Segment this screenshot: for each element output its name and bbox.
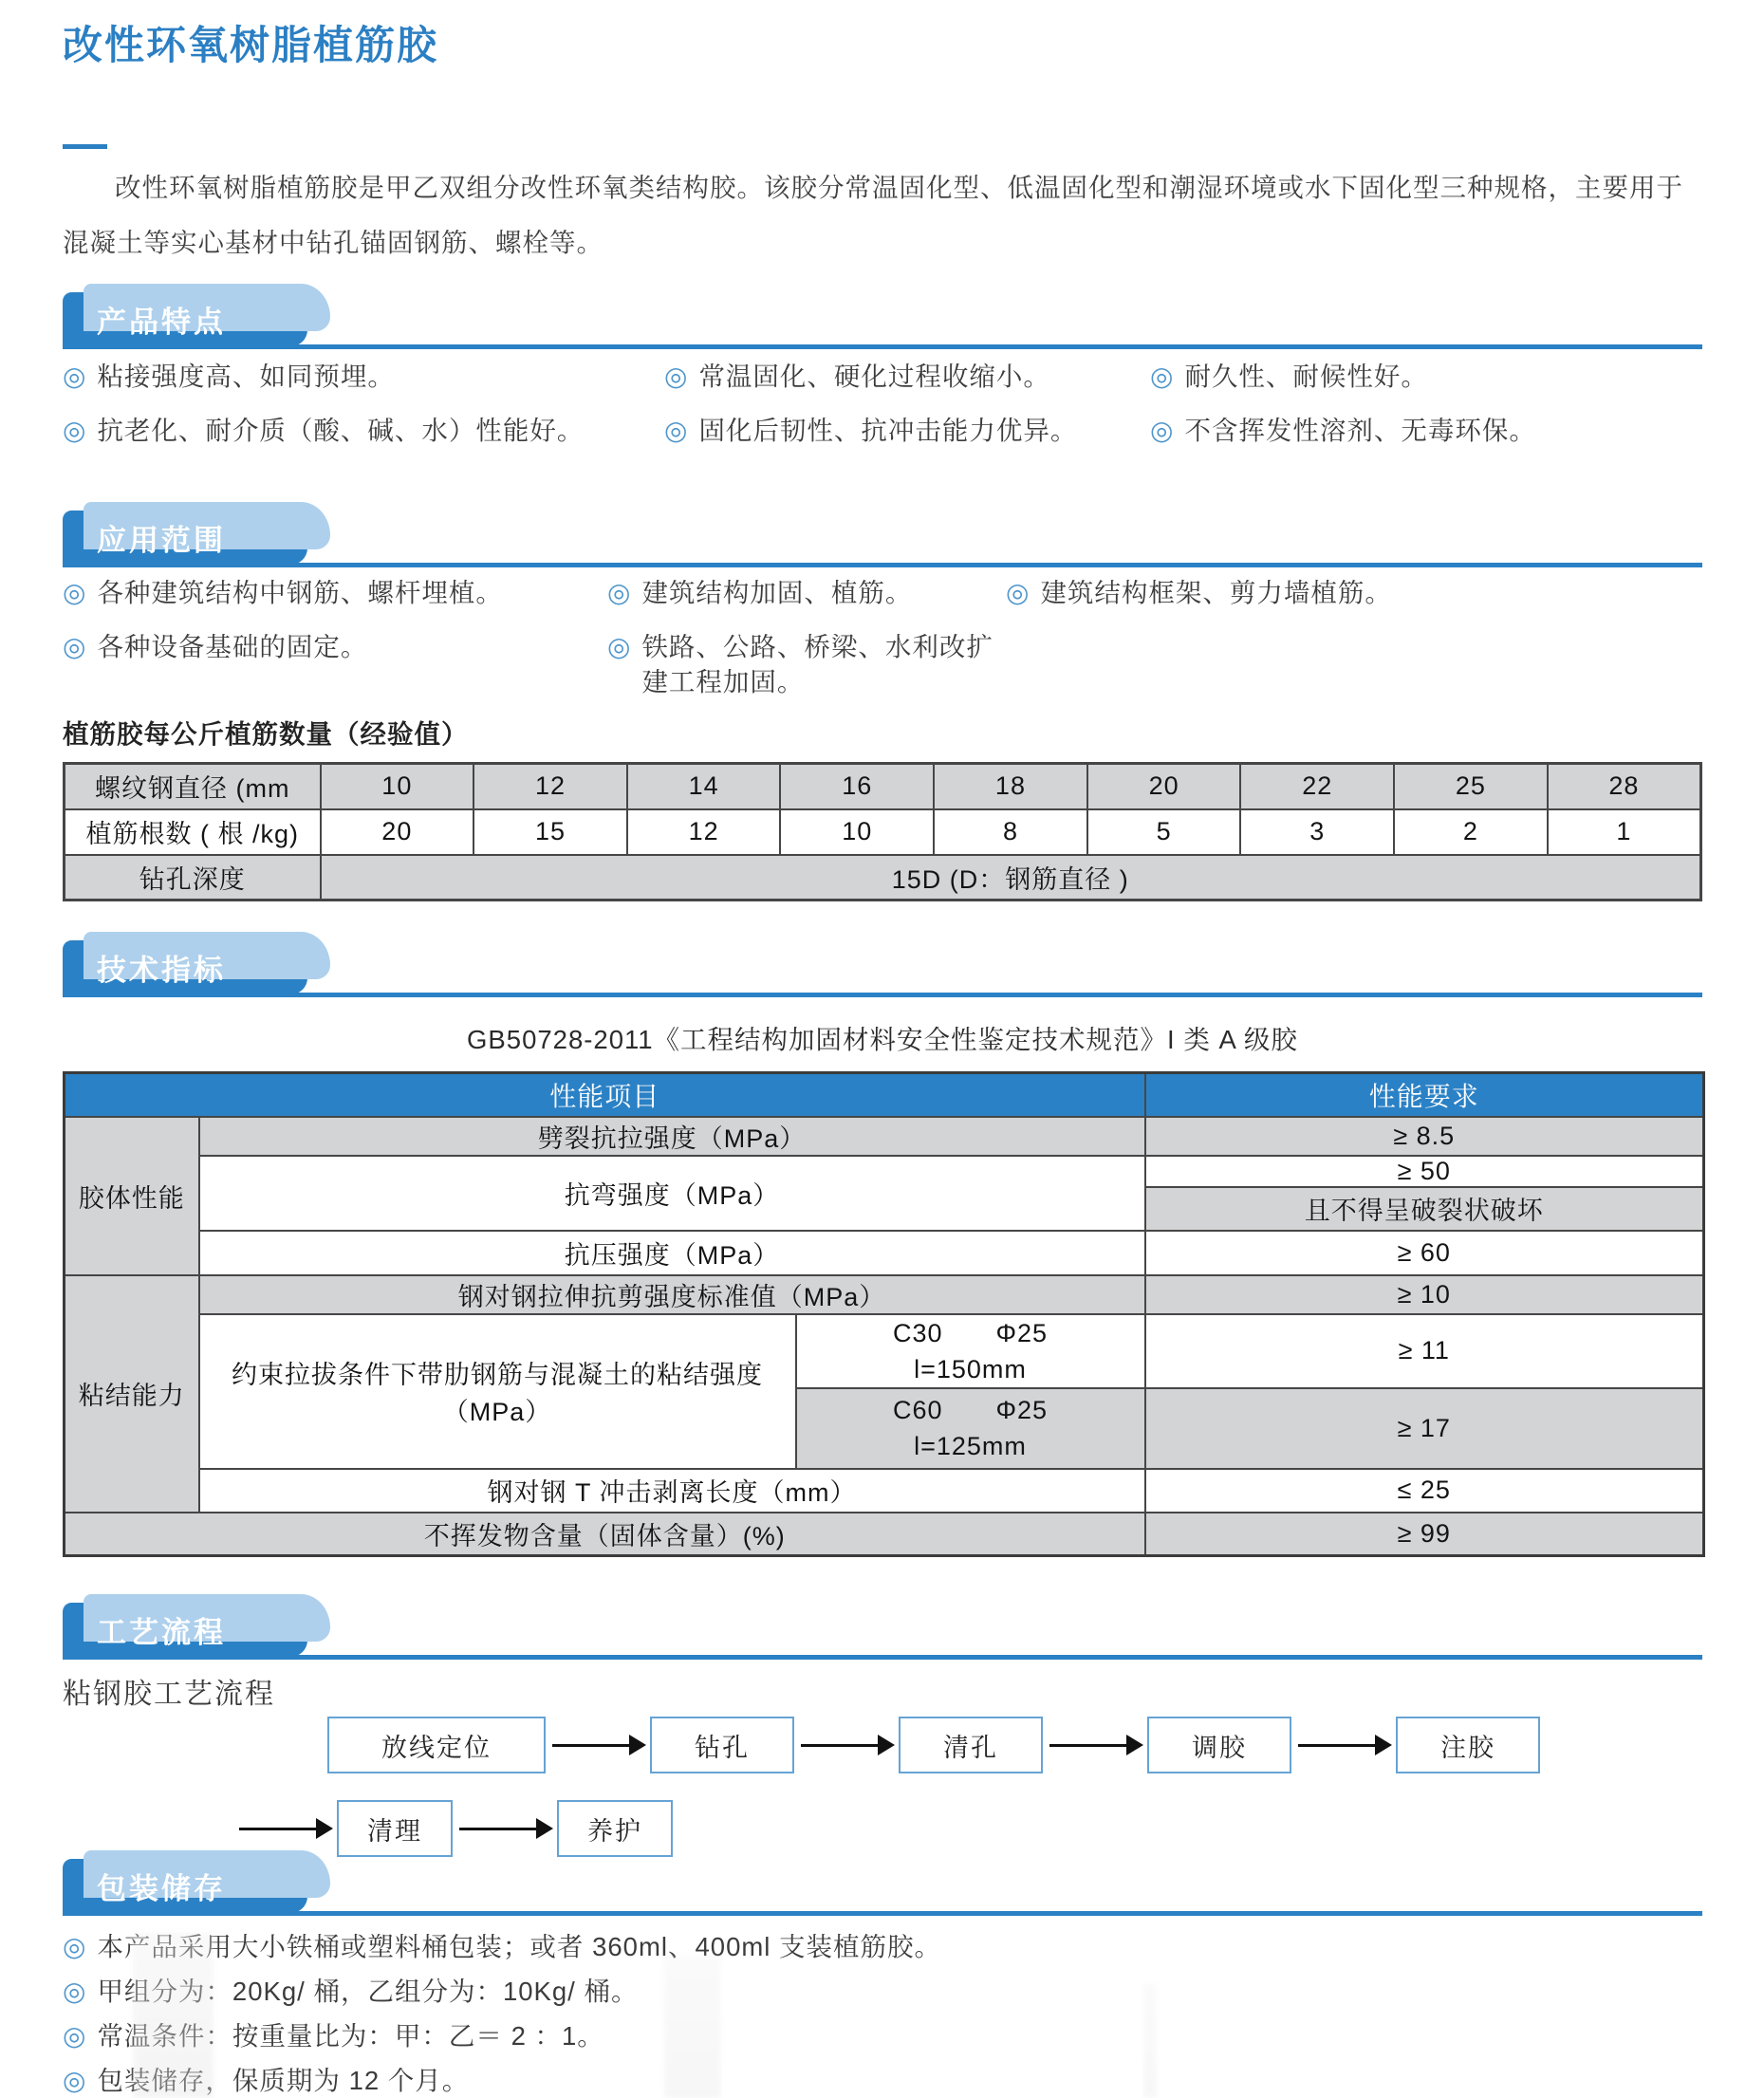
packaging-list bbox=[63, 1929, 1702, 2098]
requirement-cell: ≥ 10 bbox=[1145, 1275, 1704, 1314]
condition-line: l=125mm bbox=[914, 1432, 1027, 1460]
section-rule bbox=[63, 1655, 1702, 1660]
requirement-cell: ≥ 17 bbox=[1145, 1388, 1704, 1469]
flow-arrow-icon bbox=[552, 1744, 643, 1747]
section-rule bbox=[63, 344, 1702, 349]
double-circle-bullet-icon: ◎ bbox=[607, 578, 631, 607]
row-label: 钻孔深度 bbox=[65, 855, 321, 900]
count-cell: 1 bbox=[1548, 809, 1701, 855]
process-subtitle: 粘钢胶工艺流程 bbox=[63, 1679, 275, 1710]
requirement-cell: ≥ 99 bbox=[1145, 1513, 1704, 1556]
packaging-text: 甲组分为：20Kg/ 桶，乙组分为：10Kg/ 桶。 bbox=[97, 1977, 639, 2006]
section-header-applications bbox=[63, 509, 1702, 567]
property-cell: 钢对钢拉伸抗剪强度标准值（MPa） bbox=[199, 1275, 1145, 1314]
table-row bbox=[65, 809, 1701, 855]
rebar-table-caption: 植筋胶每公斤植筋数量（经验值） bbox=[63, 719, 469, 749]
requirement-cell: ≥ 60 bbox=[1145, 1231, 1704, 1275]
application-text: 各种设备基础的固定。 bbox=[97, 632, 368, 661]
requirement-cell: ≥ 8.5 bbox=[1145, 1117, 1704, 1156]
count-cell: 12 bbox=[627, 809, 781, 855]
count-cell: 2 bbox=[1394, 809, 1548, 855]
count-cell: 10 bbox=[780, 809, 934, 855]
requirement-cell: ≤ 25 bbox=[1145, 1469, 1704, 1513]
packaging-text: 常温条件：按重量比为：甲：乙＝ 2 ：1。 bbox=[97, 2021, 604, 2051]
watermark-ghost bbox=[1143, 1984, 1157, 2098]
section-rule bbox=[63, 993, 1702, 997]
table-row bbox=[65, 1231, 1704, 1275]
application-item bbox=[63, 629, 607, 699]
property-cell: 钢对钢 T 冲击剥离长度（mm） bbox=[199, 1469, 1145, 1513]
table-row bbox=[65, 1314, 1704, 1388]
double-circle-bullet-icon: ◎ bbox=[664, 416, 688, 445]
row-label: 植筋根数 ( 根 /kg) bbox=[65, 809, 321, 855]
flow-step: 清理 bbox=[337, 1800, 453, 1857]
feature-item bbox=[63, 413, 664, 448]
tech-spec-table bbox=[63, 1071, 1705, 1557]
double-circle-bullet-icon: ◎ bbox=[1006, 578, 1030, 607]
property-cell: 不挥发物含量（固体含量）(%) bbox=[65, 1513, 1145, 1556]
feature-text: 常温固化、硬化过程收缩小。 bbox=[698, 362, 1050, 391]
diameter-cell: 14 bbox=[627, 764, 781, 809]
title-underline bbox=[63, 144, 107, 149]
flow-arrow-icon bbox=[1298, 1744, 1389, 1747]
feature-text: 粘接强度高、如同预埋。 bbox=[97, 362, 395, 391]
application-item bbox=[607, 629, 1006, 699]
group-label: 粘结能力 bbox=[65, 1275, 199, 1513]
double-circle-bullet-icon: ◎ bbox=[63, 2021, 86, 2051]
condition-cell bbox=[796, 1388, 1145, 1469]
rebar-count-table bbox=[63, 762, 1702, 901]
section-title: 工艺流程 bbox=[97, 1616, 226, 1649]
section-title: 技术指标 bbox=[97, 954, 226, 987]
diameter-cell: 22 bbox=[1240, 764, 1394, 809]
count-cell: 8 bbox=[934, 809, 1087, 855]
page-title: 改性环氧树脂植筋胶 bbox=[63, 23, 439, 67]
double-circle-bullet-icon: ◎ bbox=[664, 362, 688, 391]
flow-arrow-icon bbox=[239, 1828, 330, 1830]
packaging-text: 包装储存，保质期为 12 个月。 bbox=[97, 2066, 470, 2095]
section-header-packaging bbox=[63, 1857, 1702, 1916]
flow-arrow-icon bbox=[801, 1744, 892, 1747]
double-circle-bullet-icon: ◎ bbox=[63, 1977, 86, 2006]
count-cell: 3 bbox=[1240, 809, 1394, 855]
flow-arrow-icon bbox=[1049, 1744, 1141, 1747]
section-badge-applications bbox=[63, 511, 307, 565]
section-badge-process bbox=[63, 1603, 307, 1657]
feature-text: 耐久性、耐候性好。 bbox=[1184, 362, 1428, 391]
count-cell: 20 bbox=[321, 809, 474, 855]
packaging-text: 本产品采用大小铁桶或塑料桶包装；或者 360ml、400ml 支装植筋胶。 bbox=[97, 1932, 942, 1961]
condition-line: C60 Φ25 bbox=[892, 1396, 1049, 1424]
diameter-cell: 18 bbox=[934, 764, 1087, 809]
table-row bbox=[65, 1275, 1704, 1314]
features-list bbox=[63, 359, 1702, 448]
packaging-item bbox=[63, 2018, 1702, 2053]
column-header-requirement: 性能要求 bbox=[1145, 1073, 1704, 1117]
packaging-item bbox=[63, 2063, 1702, 2098]
column-header-property: 性能项目 bbox=[65, 1073, 1145, 1117]
double-circle-bullet-icon: ◎ bbox=[63, 578, 86, 607]
diameter-cell: 10 bbox=[321, 764, 474, 809]
feature-item bbox=[1150, 359, 1702, 394]
flow-step: 钻孔 bbox=[650, 1717, 794, 1773]
flow-step: 放线定位 bbox=[327, 1717, 546, 1773]
diameter-cell: 25 bbox=[1394, 764, 1548, 809]
process-flow-row-1 bbox=[327, 1717, 1702, 1773]
section-header-process bbox=[63, 1601, 1702, 1660]
application-text: 建筑结构框架、剪力墙植筋。 bbox=[1040, 578, 1392, 607]
double-circle-bullet-icon: ◎ bbox=[607, 632, 631, 661]
requirement-cell: 且不得呈破裂状破坏 bbox=[1145, 1187, 1704, 1231]
diameter-cell: 20 bbox=[1087, 764, 1241, 809]
group-label: 胶体性能 bbox=[65, 1117, 199, 1275]
row-label: 螺纹钢直径 (mm bbox=[65, 764, 321, 809]
double-circle-bullet-icon: ◎ bbox=[63, 1932, 86, 1961]
count-cell: 15 bbox=[473, 809, 627, 855]
application-text: 建筑结构加固、植筋。 bbox=[641, 578, 913, 607]
double-circle-bullet-icon: ◎ bbox=[63, 2066, 86, 2095]
depth-cell: 15D (D：钢筋直径 ) bbox=[321, 855, 1701, 900]
section-header-tech bbox=[63, 938, 1702, 997]
table-header-row bbox=[65, 1073, 1704, 1117]
applications-list bbox=[63, 575, 1702, 699]
double-circle-bullet-icon: ◎ bbox=[1150, 362, 1174, 391]
application-item bbox=[1006, 575, 1702, 610]
flow-arrow-icon bbox=[459, 1828, 550, 1830]
property-cell: 劈裂抗拉强度（MPa） bbox=[199, 1117, 1145, 1156]
requirement-cell: ≥ 11 bbox=[1145, 1314, 1704, 1388]
requirement-cell: ≥ 50 bbox=[1145, 1156, 1704, 1187]
flow-step: 清孔 bbox=[899, 1717, 1043, 1773]
count-cell: 5 bbox=[1087, 809, 1241, 855]
tech-standard-caption: GB50728-2011《工程结构加固材料安全性鉴定技术规范》I 类 A 级胶 bbox=[467, 1025, 1298, 1054]
application-text: 铁路、公路、桥梁、水利改扩建工程加固。 bbox=[641, 632, 993, 696]
watermark-ghost bbox=[133, 1932, 214, 2098]
feature-item bbox=[1150, 413, 1702, 448]
section-title: 包装储存 bbox=[97, 1872, 226, 1905]
table-row bbox=[65, 764, 1701, 809]
diameter-cell: 28 bbox=[1548, 764, 1701, 809]
diameter-cell: 12 bbox=[473, 764, 627, 809]
section-rule bbox=[63, 1911, 1702, 1916]
application-item bbox=[607, 575, 1006, 610]
packaging-item bbox=[63, 1929, 1702, 1964]
property-cell: 约束拉拔条件下带肋钢筋与混凝土的粘结强度（MPa） bbox=[199, 1314, 796, 1469]
table-row bbox=[65, 1469, 1704, 1513]
double-circle-bullet-icon: ◎ bbox=[1150, 416, 1174, 445]
double-circle-bullet-icon: ◎ bbox=[63, 416, 86, 445]
feature-item bbox=[664, 413, 1150, 448]
double-circle-bullet-icon: ◎ bbox=[63, 632, 86, 661]
flow-step: 调胶 bbox=[1147, 1717, 1291, 1773]
table-row bbox=[65, 1156, 1704, 1187]
section-badge-packaging bbox=[63, 1859, 307, 1913]
packaging-item bbox=[63, 1974, 1702, 2009]
double-circle-bullet-icon: ◎ bbox=[63, 362, 86, 391]
condition-line: l=150mm bbox=[914, 1354, 1027, 1383]
section-title: 产品特点 bbox=[97, 306, 226, 339]
flow-step: 注胶 bbox=[1396, 1717, 1540, 1773]
section-title: 应用范围 bbox=[97, 524, 226, 557]
watermark-ghost bbox=[664, 1956, 721, 2098]
feature-text: 不含挥发性溶剂、无毒环保。 bbox=[1184, 416, 1536, 445]
table-row bbox=[65, 855, 1701, 900]
table-row bbox=[65, 1513, 1704, 1556]
feature-text: 固化后韧性、抗冲击能力优异。 bbox=[698, 416, 1078, 445]
feature-text: 抗老化、耐介质（酸、碱、水）性能好。 bbox=[97, 416, 585, 445]
diameter-cell: 16 bbox=[780, 764, 934, 809]
property-cell: 抗压强度（MPa） bbox=[199, 1231, 1145, 1275]
process-flow-row-2 bbox=[232, 1800, 1702, 1857]
condition-cell bbox=[796, 1314, 1145, 1388]
flow-step: 养护 bbox=[557, 1800, 673, 1857]
table-row bbox=[65, 1117, 1704, 1156]
feature-item bbox=[63, 359, 664, 394]
condition-line: C30 Φ25 bbox=[892, 1318, 1049, 1347]
application-text: 各种建筑结构中钢筋、螺杆埋植。 bbox=[97, 578, 503, 607]
feature-item bbox=[664, 359, 1150, 394]
intro-paragraph: 改性环氧树脂植筋胶是甲乙双组分改性环氧类结构胶。该胶分常温固化型、低温固化型和潮湿环境或水下固化型三种规格，主要用于混凝土等实心基材中钻孔锚固钢筋、螺栓等。 bbox=[63, 173, 1683, 257]
application-item bbox=[63, 575, 607, 610]
section-rule bbox=[63, 563, 1702, 567]
section-header-features bbox=[63, 290, 1702, 349]
section-badge-tech bbox=[63, 940, 307, 994]
property-cell: 抗弯强度（MPa） bbox=[199, 1156, 1145, 1231]
section-badge-features bbox=[63, 292, 307, 346]
